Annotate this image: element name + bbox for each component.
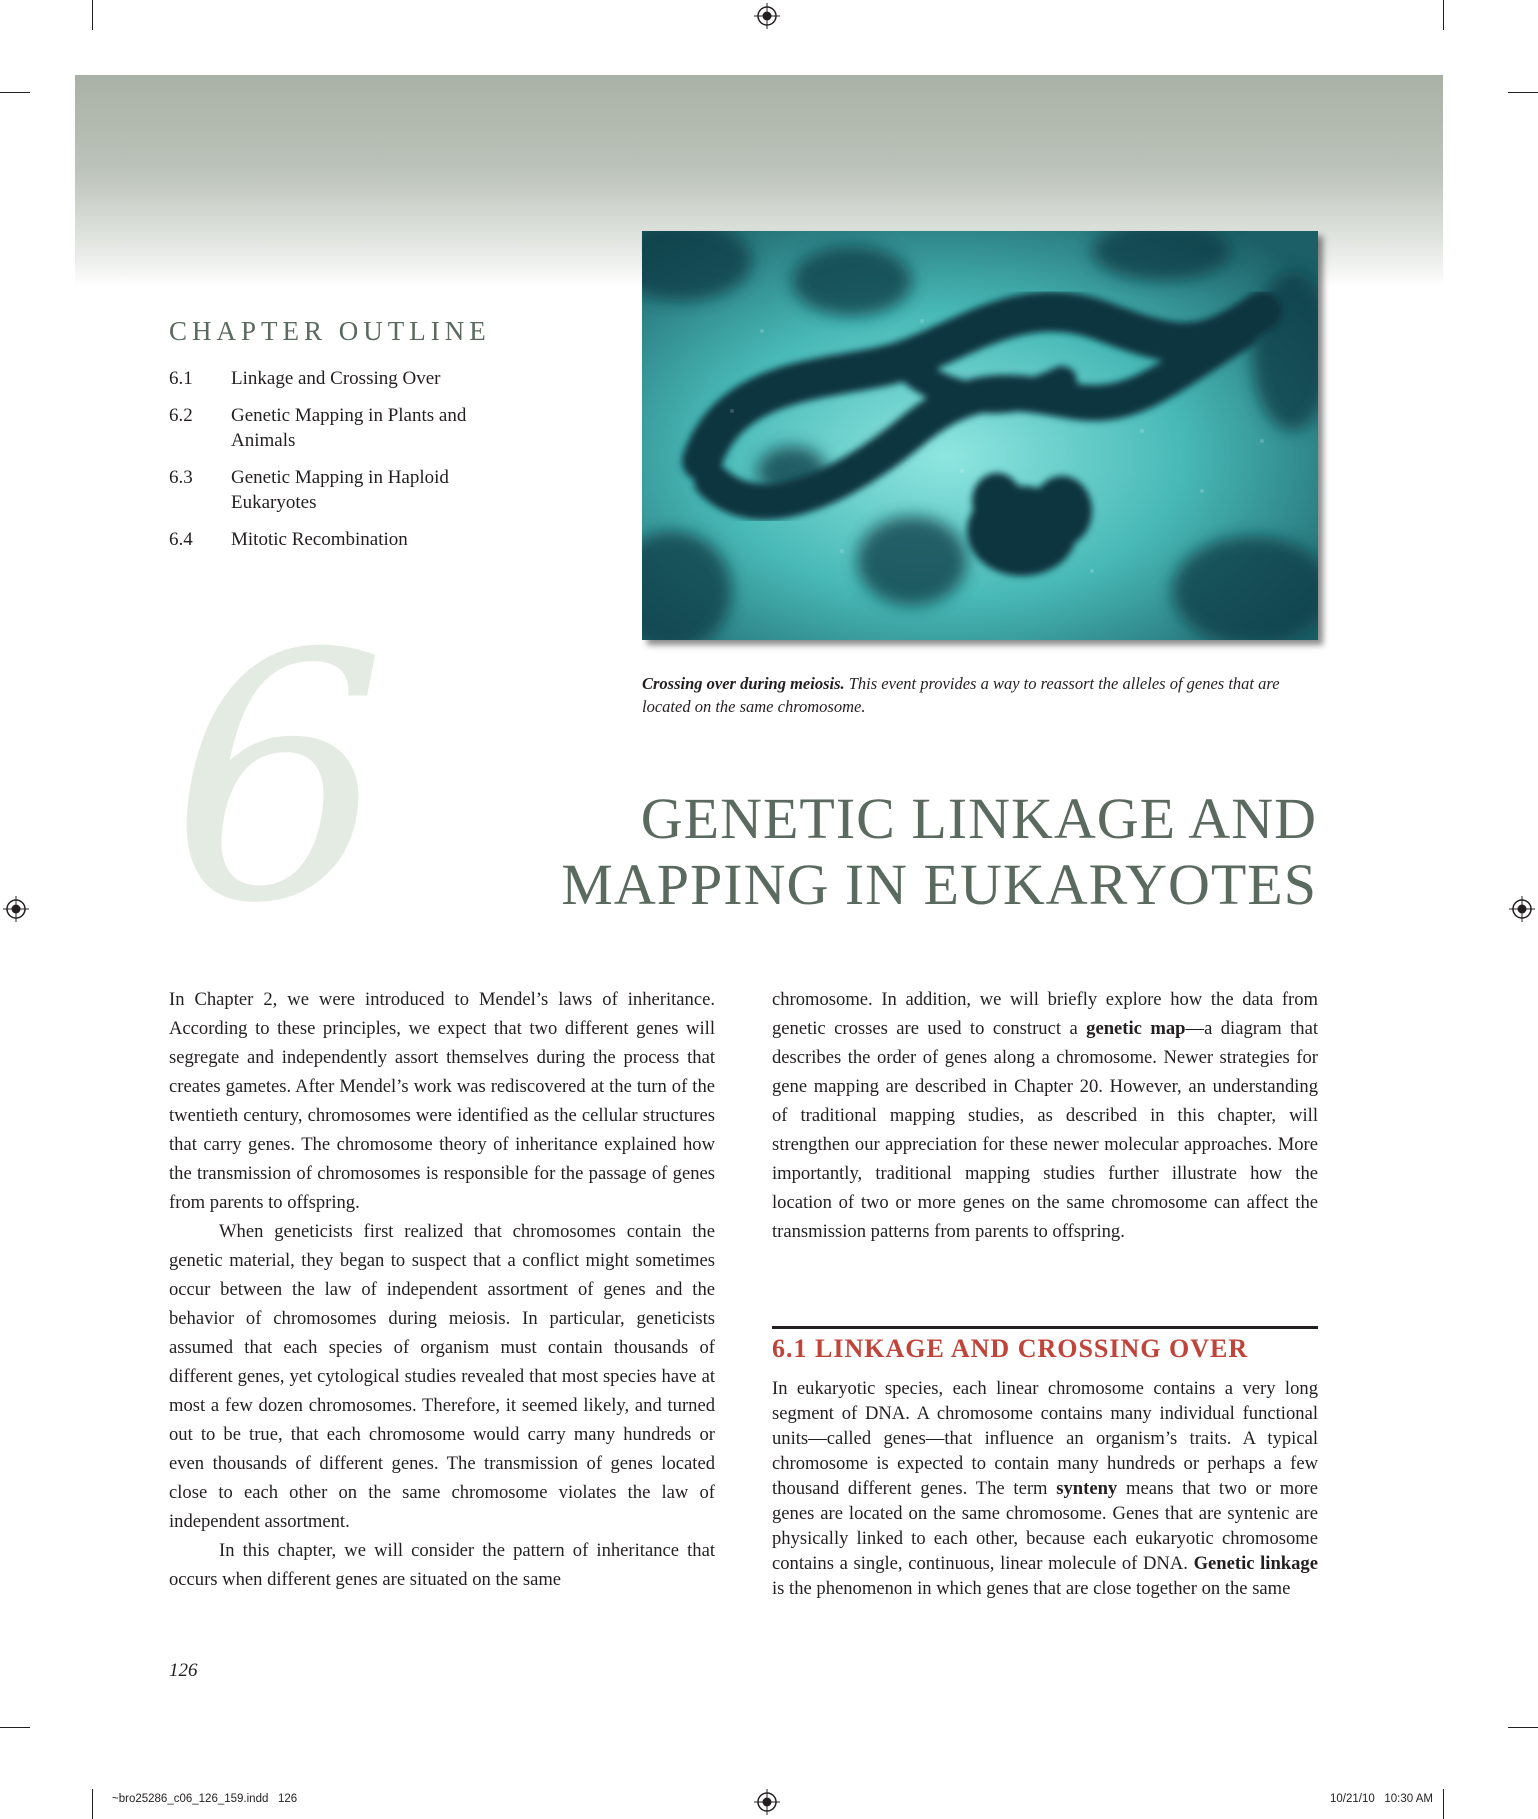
page-number: 126	[169, 1660, 198, 1681]
caption-title: Crossing over during meiosis.	[642, 674, 845, 693]
outline-item	[169, 403, 514, 453]
outline-item	[169, 465, 514, 515]
key-term: Genetic linkage	[1193, 1553, 1318, 1574]
chapter-outline-list	[169, 366, 514, 564]
outline-item-title: Genetic Mapping in Plants and Animals	[231, 405, 467, 451]
key-term: synteny	[1056, 1478, 1118, 1499]
chapter-number: 6	[170, 582, 387, 978]
slug-right: 10/21/10 10:30 AM	[1330, 1793, 1433, 1805]
outline-item-title: Mitotic Recombination	[231, 529, 408, 550]
body-column-left	[169, 985, 715, 1594]
outline-item-title: Genetic Mapping in Haploid Eukaryotes	[231, 467, 449, 513]
crop-mark	[0, 92, 30, 93]
text-run: —a diagram that describes the order of genes along a chromosome. Newer strategies for gene mapping are described in Chapter 20. However, an understanding of traditional mapping studies, as described in this chapter, will strengthen our appreciation for these newer molecular approaches. More importantly, traditional mapping studies further illustrate how the location of two or more genes on the same chromosome can affect the transmission patterns from parents to offspring.	[772, 1018, 1319, 1242]
text-run: In eukaryotic species, each linear chromosome contains a very long segment of DNA. A chromosome contains many individual functional units—called genes—that influence an organism’s traits. A typical chromosome is expected to contain many hundreds or perhaps a few thousand different genes. The term	[772, 1378, 1318, 1499]
body-paragraph: When geneticists first realized that chromosomes contain the genetic material, they began to suspect that a conflict might sometimes occur between the law of independent assortment of genes and the behavior of chromosomes during meiosis. In particular, geneticists assumed that each species of organism must contain thousands of different genes, yet cytological studies revealed that most species have at most a few dozen chromosomes. Therefore, it seemed likely, and turned out to be true, that each chromosome would carry many hundreds or even thousands of different genes. The transmission of genes located close to each other on the same chromosome violates the law of independent assortment.	[169, 1221, 715, 1532]
crop-mark	[92, 1789, 93, 1819]
registration-mark-icon	[754, 1789, 780, 1815]
registration-mark-icon	[3, 896, 29, 922]
text-run: chromosome. In addition, we will briefly explore how the data from genetic crosses are used to construct a	[772, 989, 1318, 1039]
outline-item	[169, 527, 514, 552]
crop-mark	[1508, 1727, 1538, 1728]
body-paragraph	[772, 985, 1318, 1246]
body-paragraph: In Chapter 2, we were introduced to Mendel’s laws of inheritance. According to these principles, we expect that two different genes will segregate and independently assort themselves during the process that creates gametes. After Mendel’s work was rediscovered at the turn of the twentieth century, chromosomes were identified as the cellular structures that carry genes. The chromosome theory of inheritance explained how the transmission of chromosomes is responsible for the passage of genes from parents to offspring.	[169, 989, 715, 1213]
crossing-over-micrograph	[642, 231, 1318, 640]
chapter-outline-title: CHAPTER OUTLINE	[169, 316, 491, 346]
chapter-title-line: MAPPING IN EUKARYOTES	[561, 852, 1317, 917]
text-run: is the phenomenon in which genes that are close together on the same	[772, 1578, 1291, 1599]
body-paragraph: In this chapter, we will consider the pattern of inheritance that occurs when different genes are situated on the same	[169, 1540, 715, 1590]
crop-mark	[0, 1727, 30, 1728]
body-column-right	[772, 985, 1318, 1246]
outline-item-number: 6.4	[169, 529, 193, 550]
chapter-title	[561, 786, 1317, 918]
section-body	[772, 1376, 1318, 1601]
crop-mark	[1443, 1789, 1444, 1819]
registration-mark-icon	[754, 3, 780, 29]
micrograph-image	[642, 231, 1318, 640]
section-rule	[772, 1326, 1318, 1329]
caption-text: This event provides a way to reassort the alleles of genes that are located on the same chromosome.	[642, 674, 1280, 716]
outline-item-number: 6.2	[169, 405, 193, 426]
registration-mark-icon	[1509, 896, 1535, 922]
body-paragraph	[772, 1376, 1318, 1601]
outline-item	[169, 366, 514, 391]
crop-mark	[1508, 92, 1538, 93]
figure-caption	[642, 672, 1332, 718]
crop-mark	[1443, 0, 1444, 30]
outline-item-title: Linkage and Crossing Over	[231, 368, 441, 389]
slug-left: ~bro25286_c06_126_159.indd 126	[112, 1793, 298, 1805]
chapter-title-line: GENETIC LINKAGE AND	[640, 786, 1317, 851]
outline-item-number: 6.3	[169, 467, 193, 488]
crop-mark	[92, 0, 93, 30]
outline-item-number: 6.1	[169, 368, 193, 389]
key-term: genetic map	[1086, 1018, 1186, 1039]
section-heading: 6.1 LINKAGE AND CROSSING OVER	[772, 1334, 1249, 1363]
text-run: means that two or more genes are located on the same chromosome. Genes that are syntenic are physically linked to each other, because each eukaryotic chromosome contains a single, continuous, linear molecule of DNA.	[772, 1478, 1318, 1574]
